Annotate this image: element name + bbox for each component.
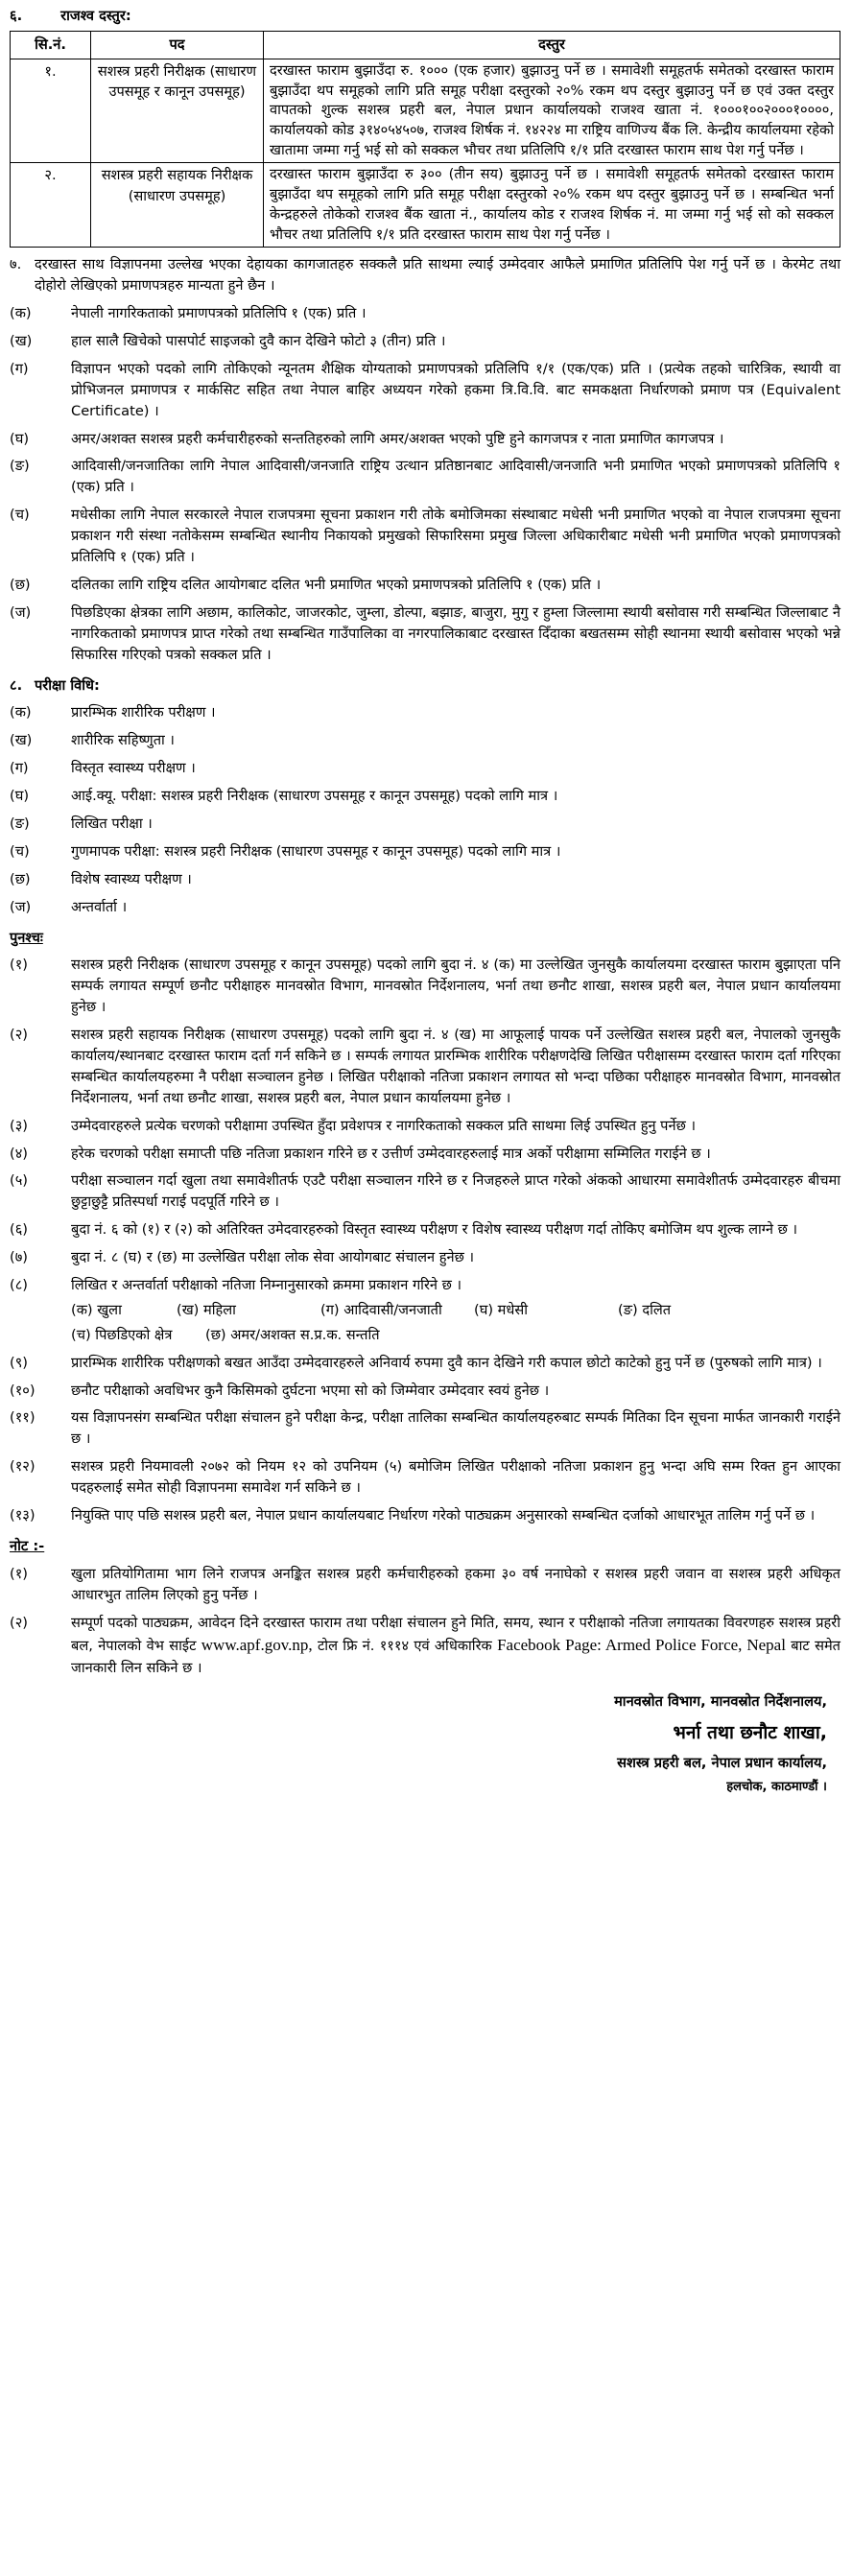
signature-line: हलचोक, काठमाण्डौं ।	[726, 1780, 827, 1795]
item-label: (४)	[10, 1145, 28, 1162]
column-header: दस्तुर	[264, 32, 840, 59]
document-list	[10, 303, 840, 665]
item-text: उम्मेदवारहरुले प्रत्येक चरणको परीक्षामा उपस्थित हुँदा प्रवेशपत्र र नागरिकताको सक्कल प्रति साथमा लिई उपस्थित हुनु पर्नेछ ।	[71, 1117, 696, 1134]
list-item	[10, 955, 840, 1018]
signature-block	[10, 1689, 840, 1800]
item-text: सशस्त्र प्रहरी नियमावली २०७२ को नियम १२ को उपनियम (५) बमोजिम लिखित परीक्षाको नतिजा प्रकाशन हुनु भन्दा अघि सम्म रिक्त हुन आएका पदहरुलाई समेत सोही विज्ञापनमा समावेश गर्न सकिने छ ।	[71, 1458, 840, 1497]
item-label: (११)	[10, 1409, 36, 1427]
list-item	[10, 505, 840, 568]
fee-table	[10, 31, 840, 248]
item-label: (८)	[10, 1276, 28, 1293]
punascha-heading: पुनश्चः	[10, 929, 43, 946]
item-label: (ज)	[10, 898, 32, 915]
item-label: (१२)	[10, 1458, 36, 1476]
item-label: (१)	[10, 957, 28, 974]
list-item	[10, 702, 840, 723]
list-item	[10, 1247, 840, 1268]
item-text: आई.क्यू. परीक्षा: सशस्त्र प्रहरी निरीक्षक (साधारण उपसमूह र कानून उपसमूह) पदको लागि मात्र ।	[71, 788, 558, 805]
section-number: ८.	[10, 676, 23, 694]
item-label: (च)	[10, 842, 30, 860]
list-item	[10, 1170, 840, 1213]
item-text: अन्तर्वार्ता ।	[71, 898, 128, 915]
item-text: पिछडिएका क्षेत्रका लागि अछाम, कालिकोट, जाजरकोट, जुम्ला, डोल्पा, बझाङ, बाजुरा, मुगु र हुम्ला जिल्लामा स्थायी बसोवास गरी सम्बन्धित जिल्लाबाट नै नागरिकताको प्रमाणपत्र प्राप्त गरेको तथा सम्बन्धित गाउँपालिका वा नगरपालिकाबाट दरखास्त दिँदाका बखतसम्म सोही स्थानमा स्थायी बसोवास भएको भन्ने सिफारिस गरिएको पत्रको सक्कल प्रति ।	[71, 603, 840, 663]
list-item	[10, 869, 840, 890]
list-item	[10, 1381, 840, 1402]
fee-table-header	[11, 32, 840, 59]
list-item	[10, 786, 840, 807]
section-7-intro	[10, 254, 840, 296]
note-list	[10, 1564, 840, 1679]
item-text: बुदा नं. ८ (घ) र (छ) मा उल्लेखित परीक्षा लोक सेवा आयोगबाट संचालन हुनेछ ।	[71, 1249, 475, 1266]
serial-number: १.	[11, 59, 91, 163]
list-item	[10, 1025, 840, 1109]
section-title: परीक्षा विधि:	[35, 676, 100, 694]
item-label: (ख)	[10, 333, 33, 350]
signature-line: सशस्त्र प्रहरी बल, नेपाल प्रधान कार्यालय,	[617, 1754, 827, 1771]
note-text: सम्पूर्ण पदको पाठ्यक्रम, आवेदन दिने दरखास्त फाराम तथा परीक्षा संचालन हुने मिति, समय, स्थान र परीक्षाको नतिजा लगायतका विवरणहरु सशस्त्र प्रहरी बल, नेपालको वेभ साईट	[71, 1614, 840, 1655]
item-label: (ङ)	[10, 815, 30, 832]
post-name: सशस्त्र प्रहरी सहायक निरीक्षक (साधारण उपसमूह)	[91, 163, 264, 248]
item-text: शारीरिक सहिष्णुता ।	[71, 732, 175, 749]
category-item: (छ) अमर/अशक्त स.प्र.क. सन्तति	[205, 1326, 380, 1343]
category-item: (ख) महिला	[177, 1301, 236, 1318]
list-item	[10, 1275, 840, 1296]
list-item	[10, 1116, 840, 1137]
category-item: (ङ) दलित	[618, 1301, 672, 1318]
category-item: (ग) आदिवासी/जनजाती	[320, 1301, 442, 1318]
item-text: सशस्त्र प्रहरी निरीक्षक (साधारण उपसमूह र कानून उपसमूह) पदको लागि बुदा नं. ४ (क) मा उल्लेखित जुनसुकै कार्यालयमा दरखास्त फाराम बुझाएता पनि सम्पर्क लगायत सम्पूर्ण छनौट परीक्षाहरु मानवस्रोत विभाग, मानवस्रोत निर्देशनालय, भर्ना तथा छनौट शाखा, सशस्त्र प्रहरी बल, नेपाल प्रधान कार्यालयमा हुनेछ ।	[71, 957, 840, 1016]
note-text: टोल फ्रि नं. १११४ एवं अधिकारिक	[317, 1638, 492, 1655]
result-category-row	[10, 1325, 840, 1346]
item-text: विस्तृत स्वास्थ्य परीक्षण ।	[71, 760, 196, 777]
item-text: बुदा नं. ६ को (१) र (२) को अतिरिक्त उमेदवारहरुको विस्तृत स्वास्थ्य परीक्षण र विशेष स्वास्थ्य परीक्षण गर्दा तोकिए बमोजिम थप शुल्क लाग्ने छ ।	[71, 1221, 798, 1239]
punascha-list	[10, 955, 840, 1525]
item-label: (क)	[10, 305, 32, 322]
item-label: (६)	[10, 1221, 28, 1239]
item-label: (छ)	[10, 870, 31, 887]
item-text: विशेष स्वास्थ्य परीक्षण ।	[71, 870, 192, 887]
note-text: बाट समेत जानकारी लिन सकिने छ ।	[71, 1638, 840, 1676]
list-item	[10, 841, 840, 863]
item-text: छनौट परीक्षाको अवधिभर कुनै किसिमको दुर्घटना भएमा सो को जिम्मेवार उम्मेदवार स्वयं हुनेछ ।	[71, 1382, 550, 1399]
item-label: (ग)	[10, 360, 29, 377]
list-item	[10, 456, 840, 498]
list-item	[10, 1407, 840, 1450]
list-item	[10, 1456, 840, 1499]
item-label: (घ)	[10, 788, 30, 805]
list-item	[10, 730, 840, 751]
category-item: (च) पिछडिएको क्षेत्र	[71, 1326, 173, 1343]
item-label: (१०)	[10, 1382, 36, 1399]
column-header: पद	[91, 32, 264, 59]
table-row	[11, 59, 840, 163]
list-item	[10, 758, 840, 779]
serial-number: २.	[11, 163, 91, 248]
item-label: (क)	[10, 704, 32, 721]
note-heading: नोट :-	[10, 1537, 45, 1554]
category-item: (घ) मधेसी	[474, 1301, 528, 1318]
section-title: राजश्व दस्तुर:	[60, 8, 131, 25]
category-item: (क) खुला	[71, 1301, 122, 1318]
item-label: (ङ)	[10, 458, 30, 475]
signature-line: मानवस्रोत विभाग, मानवस्रोत निर्देशनालय,	[614, 1692, 827, 1710]
item-label: (ज)	[10, 603, 32, 621]
section-6-heading	[10, 4, 840, 29]
item-label: (१)	[10, 1565, 28, 1582]
list-item	[10, 303, 840, 324]
fee-description: दरखास्त फाराम बुझाउँदा रु ३०० (तीन सय) बुझाउनु पर्ने छ । समावेशी समूहतर्फ समेतको दरखास्त फाराम बुझाउँदा थप समूहको लागि प्रति समूह परीक्षा दस्तुरको २०% रकम थप दस्तुर बुझाउनु पर्ने छ । सम्बन्धित भर्ना केन्द्रहरुले तोकेको राजश्व बैंक खाता नं., कार्यालय कोड र राजश्व शिर्षक नं. मा जम्मा गर्नु भई सो को सक्कल भौचर तथा प्रतिलिपि १/१ प्रति दरखास्त फाराम साथ पेश गर्नु पर्नेछ ।	[264, 163, 840, 248]
item-text: दलितका लागि राष्ट्रिय दलित आयोगबाट दलित भनी प्रमाणित भएको प्रमाणपत्रको प्रतिलिपि १ (एक) प्रति ।	[71, 576, 602, 593]
item-label: (१३)	[10, 1507, 36, 1524]
item-text: मधेसीका लागि नेपाल सरकारले नेपाल राजपत्रमा सूचना प्रकाशन गरी तोके बमोजिमका संस्थाबाट मधेसी भनी प्रमाणित भएको वा नेपाल राजपत्रमा सूचना प्रकाशन गरी संस्था नतोकेसम्म सम्बन्धित स्थानीय निकायको प्रमुखको सिफारिसमा प्रमुख जिल्ला अधिकारीबाट मधेसी भनी प्रमाणित भएको प्रमाणपत्रको प्रतिलिपि १ (एक) प्रति ।	[71, 507, 840, 566]
item-text: प्रारम्भिक शारीरिक परीक्षण ।	[71, 704, 216, 721]
item-text: प्रारम्भिक शारीरिक परीक्षणको बखत आउँदा उम्मेदवारहरुले अनिवार्य रुपमा दुवै कान देखिने गरी कपाल छोटो काटेको हुनु पर्ने छ (पुरुषको लागि मात्र) ।	[71, 1354, 822, 1371]
item-label: (३)	[10, 1117, 28, 1134]
item-label: (९)	[10, 1354, 28, 1371]
item-label: (छ)	[10, 576, 31, 593]
list-item	[10, 575, 840, 596]
item-label: (घ)	[10, 430, 30, 447]
item-label: (ख)	[10, 732, 33, 749]
item-text: खुला प्रतियोगितामा भाग लिने राजपत्र अनङ्कित सशस्त्र प्रहरी कर्मचारीहरुको हकमा ३० वर्ष ननाघेको र सशस्त्र प्रहरी जवान वा सशस्त्र प्रहरी अधिकृत आधारभुत तालिम लिएको हुनु पर्नेछ ।	[71, 1565, 840, 1603]
website-link[interactable]: www.apf.gov.np,	[201, 1636, 313, 1655]
section-number: ६.	[10, 8, 23, 25]
exam-method-list	[10, 702, 840, 917]
item-text: आदिवासी/जनजातिका लागि नेपाल आदिवासी/जनजाति राष्ट्रिय उत्थान प्रतिष्ठानबाट आदिवासी/जनजाति भनी प्रमाणित भएको प्रमाणपत्रको प्रतिलिपि १ (एक) प्रति ।	[71, 458, 840, 496]
fee-description: दरखास्त फाराम बुझाउँदा रु. १००० (एक हजार) बुझाउनु पर्ने छ । समावेशी समूहतर्फ समेतको दरखास्त फाराम बुझाउँदा थप समूहको लागि प्रति समूह परीक्षा दस्तुरको २०% रकम थप दस्तुर बुझाउनु पर्ने छ एवं उक्त दस्तुर वापतको शुल्क सशस्त्र प्रहरी बल, नेपाल प्रधान कार्यालयको राजश्व खाता नं. १०००१००२०००१००००, कार्यालयको कोड ३१४०५४५०७, राजश्व शिर्षक नं. १४२२४ मा राष्ट्रिय वाणिज्य बैंक लि. केन्द्रीय कार्यालयमा रहेको खातामा जम्मा गर्नु भई सो को सक्कल भौचर तथा प्रतिलिपि १/१ प्रति दरखास्त फाराम साथ पेश गर्नु पर्नेछ ।	[264, 59, 840, 163]
section-8-heading	[10, 675, 840, 697]
item-text: हरेक चरणको परीक्षा समाप्ती पछि नतिजा प्रकाशन गरिने छ र उत्तीर्ण उम्मेदवारहरुलाई मात्र अर्को परीक्षामा सम्मिलित गराईने छ ।	[71, 1145, 711, 1162]
list-item	[10, 359, 840, 422]
section-number: ७.	[10, 256, 22, 273]
list-item	[10, 429, 840, 450]
item-text	[71, 1613, 840, 1679]
section-text: दरखास्त साथ विज्ञापनमा उल्लेख भएका देहायका कागजातहरु सक्कलै प्रति साथमा ल्याई उम्मेदवार आफैले प्रमाणित प्रतिलिपि पेश गर्नु पर्ने छ । केरमेट तथा दोहोरो लेखिएको प्रमाणपत्रहरु मान्यता हुने छैन ।	[35, 256, 840, 295]
item-text: लिखित परीक्षा ।	[71, 815, 153, 832]
list-item	[10, 814, 840, 835]
item-label: (च)	[10, 507, 30, 524]
list-item	[10, 1505, 840, 1526]
item-label: (ग)	[10, 760, 29, 777]
item-label: (७)	[10, 1249, 28, 1266]
list-item	[10, 603, 840, 666]
item-text: सशस्त्र प्रहरी सहायक निरीक्षक (साधारण उपसमूह) पदको लागि बुदा नं. ४ (ख) मा आफूलाई पायक पर्ने उल्लेखित सशस्त्र प्रहरी बल, नेपालको जुनसुकै कार्यालय/स्थानबाट दरखास्त फाराम दर्ता गर्न सकिने छ । सम्पर्क लगायत प्रारम्भिक शारीरिक परीक्षणदेखि लिखित परीक्षासम्म दरखास्त फाराम दर्ता गरिएका सम्बन्धित कार्यालयहरुमा नै परीक्षा सञ्चालन हुनेछ । लिखित परीक्षाको नतिजा प्रकाशन लगायत सो भन्दा पछिका परीक्षाहरु मानवस्रोत विभाग, मानवस्रोत निर्देशनालय, भर्ना तथा छनौट शाखा, सशस्त्र प्रहरी बल, नेपाल प्रधान कार्यालयमा हुनेछ ।	[71, 1027, 840, 1106]
item-text: यस विज्ञापनसंग सम्बन्धित परीक्षा संचालन हुने परीक्षा केन्द्र, परीक्षा तालिका सम्बन्धित कार्यालयहरुबाट सम्पर्क मितिका दिन सूचना मार्फत जानकारी गराईने छ ।	[71, 1409, 840, 1448]
post-name: सशस्त्र प्रहरी निरीक्षक (साधारण उपसमूह र कानून उपसमूह)	[91, 59, 264, 163]
list-item	[10, 1613, 840, 1679]
list-item	[10, 897, 840, 918]
list-item	[10, 1564, 840, 1606]
item-text: गुणमापक परीक्षा: सशस्त्र प्रहरी निरीक्षक (साधारण उपसमूह र कानून उपसमूह) पदको लागि मात्र ।	[71, 842, 561, 860]
item-label: (२)	[10, 1027, 28, 1044]
column-header: सि.नं.	[11, 32, 91, 59]
item-text: परीक्षा सञ्चालन गर्दा खुला तथा समावेशीतर्फ एउटै परीक्षा सञ्चालन गरिने छ र निजहरुले प्राप्त गरेको अंकको आधारमा समावेशीतर्फ उम्मेदवारहरु बीचमा छुट्टाछुट्टै प्रतिस्पर्धा गराई पदपूर्ति गरिने छ ।	[71, 1172, 840, 1211]
item-text: नेपाली नागरिकताको प्रमाणपत्रको प्रतिलिपि १ (एक) प्रति ।	[71, 305, 367, 322]
item-label: (२)	[10, 1614, 28, 1631]
item-text: अमर/अशक्त सशस्त्र प्रहरी कर्मचारीहरुको सन्ततिहरुको लागि अमर/अशक्त भएको पुष्टि हुने कागजपत्र र नाता प्रमाणित कागजपत्र ।	[71, 430, 724, 447]
table-row	[11, 163, 840, 248]
signature-line: भर्ना तथा छनौट शाखा,	[673, 1721, 827, 1743]
list-item	[10, 331, 840, 352]
list-item	[10, 1144, 840, 1165]
item-text: विज्ञापन भएको पदको लागि तोकिएको न्यूनतम शैक्षिक योग्यताको प्रमाणपत्रको प्रतिलिपि १/१ (एक/एक) प्रति । (प्रत्येक तहको चारित्रिक, स्थायी वा प्रोभिजनल प्रमाणपत्र र मार्कसिट सहित तथा नेपाल बाहिर अध्ययन गरेको हकमा त्रि.वि.वि. बाट समकक्षता निर्धारणको प्रमाण पत्र (Equivalent Certificate) ।	[71, 360, 840, 419]
list-item	[10, 1353, 840, 1374]
list-item	[10, 1219, 840, 1241]
item-text: नियुक्ति पाए पछि सशस्त्र प्रहरी बल, नेपाल प्रधान कार्यालयबाट निर्धारण गरेको पाठ्यक्रम अनुसारको सम्बन्धित दर्जाको आधारभूत तालिम गर्नु पर्ने छ ।	[71, 1507, 816, 1524]
item-text: हाल सालै खिचेको पासपोर्ट साइजको दुवै कान देखिने फोटो ३ (तीन) प्रति ।	[71, 333, 446, 350]
result-category-row	[10, 1300, 840, 1321]
facebook-page-link[interactable]: Facebook Page: Armed Police Force, Nepal	[497, 1636, 786, 1655]
item-label: (५)	[10, 1172, 28, 1190]
item-text: लिखित र अन्तर्वार्ता परीक्षाको नतिजा निम्नानुसारको क्रममा प्रकाशन गरिने छ ।	[71, 1276, 462, 1293]
